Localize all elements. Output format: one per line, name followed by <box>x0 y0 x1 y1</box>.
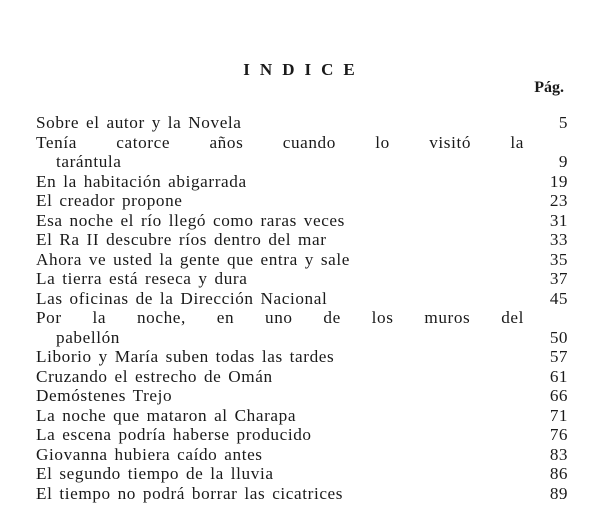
toc-entry-title: El Ra II descubre ríos dentro del mar <box>36 230 327 249</box>
toc-entry-title: Por la noche, en uno de los muros del <box>36 308 524 327</box>
toc-entry-page: 19 <box>549 171 568 191</box>
toc-entry-title: Las oficinas de la Dirección Nacional <box>36 288 328 308</box>
toc-entry-title: Giovanna hubiera caído antes <box>36 444 263 464</box>
toc-entry <box>36 386 568 406</box>
toc-entry-title: Ahora ve usted la gente que entra y sale <box>36 249 350 269</box>
toc-entry <box>36 133 568 172</box>
toc-entry-title: Cruzando el estrecho de Omán <box>36 366 273 386</box>
toc-entry <box>36 367 568 387</box>
toc-entry <box>36 406 568 426</box>
toc-entry <box>36 172 568 192</box>
toc-entry <box>36 113 568 133</box>
toc-entry-page: 33 <box>549 230 568 249</box>
toc-entry-page: 86 <box>549 464 568 483</box>
toc-entry-page: 31 <box>549 210 568 230</box>
toc-entry <box>36 269 568 289</box>
toc-entry-title-continuation: pabellón <box>56 327 120 347</box>
toc-entry <box>36 230 568 250</box>
toc-entry-title: En la habitación abigarrada <box>36 171 247 191</box>
toc-entry-page: 45 <box>549 288 568 308</box>
toc-entry-page: 35 <box>549 249 568 269</box>
toc-entry <box>36 484 568 504</box>
toc-entry-title: La noche que mataron al Charapa <box>36 405 297 425</box>
toc-entry-title: El tiempo no podrá borrar las cicatrices <box>36 483 344 503</box>
toc-entry-page: 83 <box>549 444 568 464</box>
toc-entry-page: 50 <box>549 327 568 347</box>
toc-entry-title: Tenía catorce años cuando lo visitó la <box>36 132 524 152</box>
toc-entry-title: Sobre el autor y la Novela <box>36 113 242 132</box>
toc-entry <box>36 425 568 445</box>
toc-entry-title-continuation: tarántula <box>56 152 122 171</box>
toc-entry-page: 61 <box>549 366 568 386</box>
toc-entry <box>36 445 568 465</box>
page-column-header: Pág. <box>534 79 564 96</box>
toc-entry-title: Liborio y María suben todas las tardes <box>36 347 335 366</box>
toc-entry-page: 5 <box>558 113 568 132</box>
table-of-contents <box>36 113 568 503</box>
toc-entry <box>36 211 568 231</box>
toc-entry-page: 9 <box>558 152 568 171</box>
toc-entry-page: 89 <box>549 483 568 503</box>
toc-entry <box>36 250 568 270</box>
toc-entry-page: 76 <box>549 425 568 444</box>
toc-entry <box>36 191 568 211</box>
toc-entry-page: 66 <box>549 386 568 405</box>
toc-entry-title: Esa noche el río llegó como raras veces <box>36 210 345 230</box>
toc-entry <box>36 289 568 309</box>
toc-entry-title: La escena podría haberse producido <box>36 425 312 444</box>
toc-entry-page: 57 <box>549 347 568 366</box>
toc-entry-title: El segundo tiempo de la lluvia <box>36 464 274 483</box>
index-title: INDICE <box>243 60 365 79</box>
toc-entry-page: 37 <box>549 269 568 288</box>
toc-entry-title: El creador propone <box>36 191 183 210</box>
toc-entry-title: La tierra está reseca y dura <box>36 269 248 288</box>
toc-entry-page: 71 <box>549 405 568 425</box>
toc-entry <box>36 464 568 484</box>
toc-entry <box>36 347 568 367</box>
toc-entry <box>36 308 568 347</box>
toc-entry-page: 23 <box>549 191 568 210</box>
toc-entry-title: Demóstenes Trejo <box>36 386 173 405</box>
